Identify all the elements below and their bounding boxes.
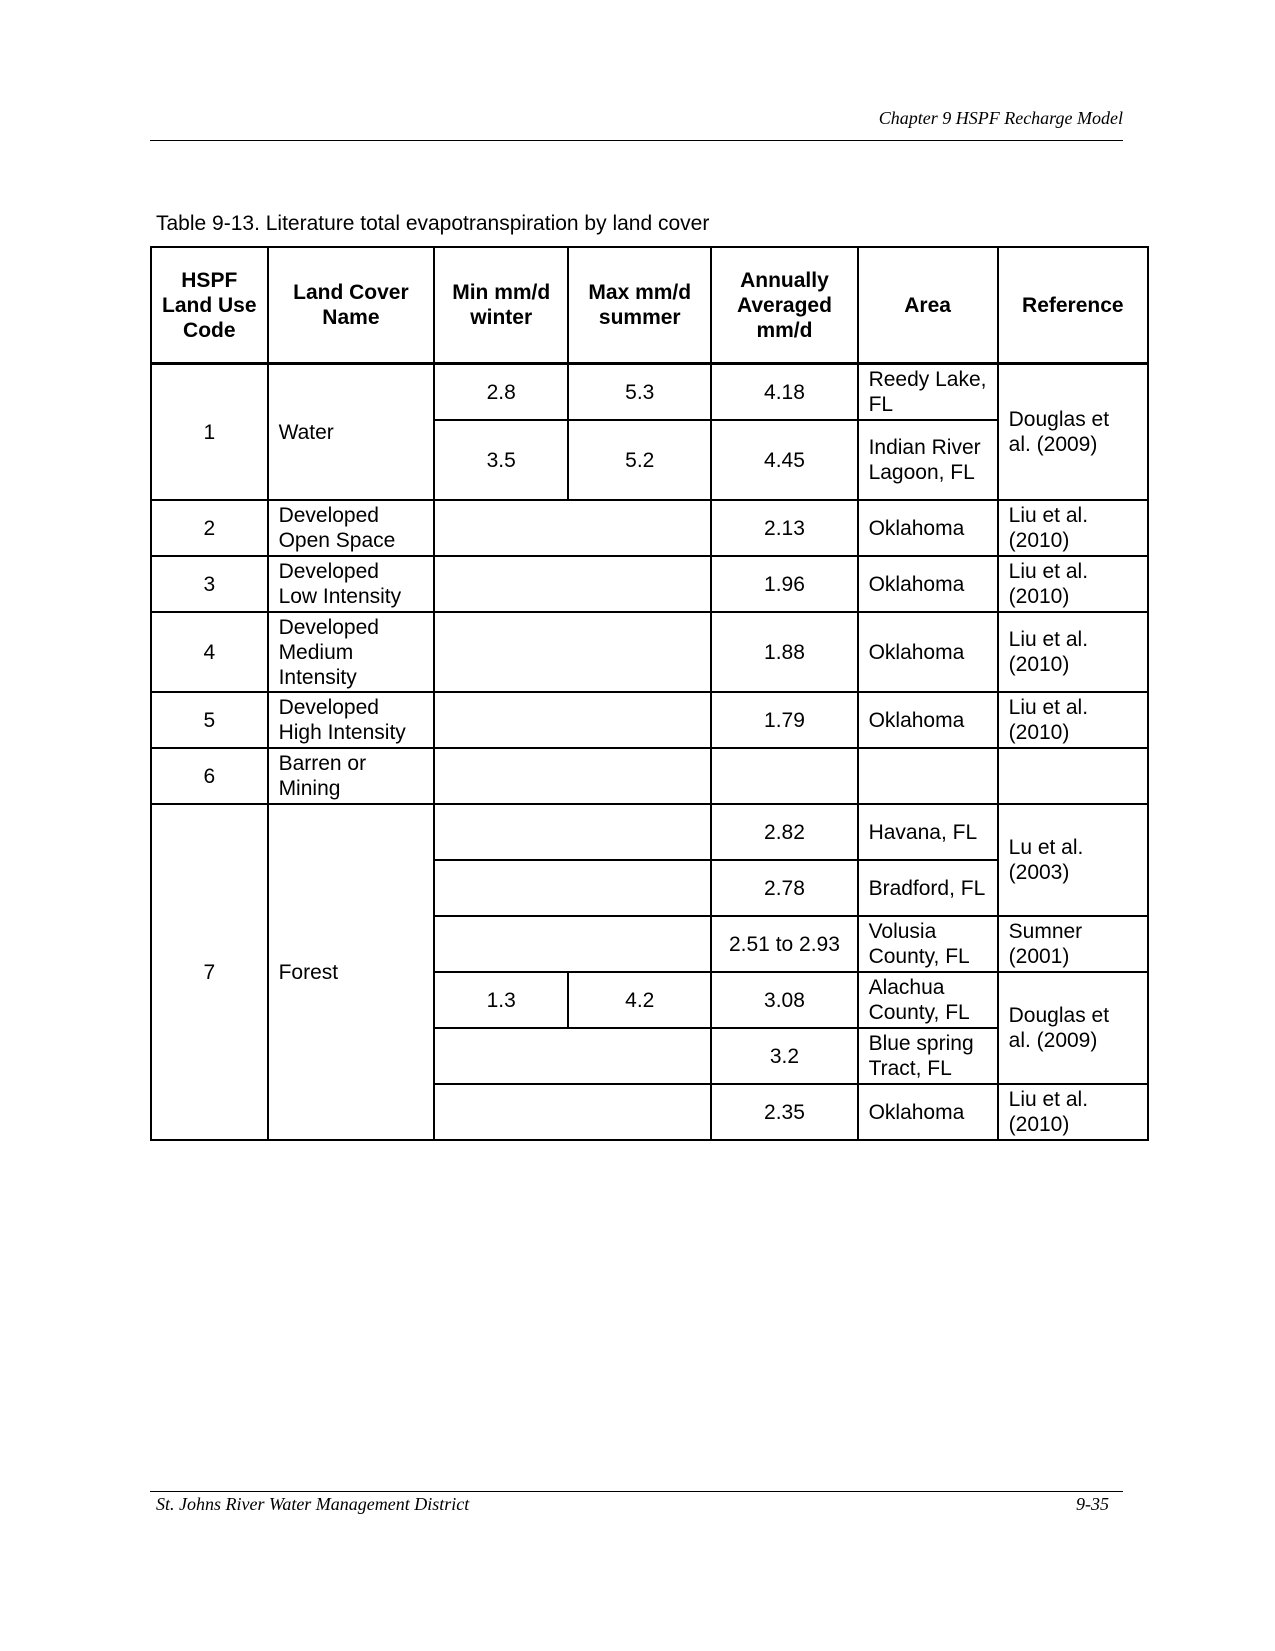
col-header-code: HSPF Land Use Code xyxy=(151,247,268,364)
empty-cell xyxy=(998,748,1148,804)
reference-cell: Sumner (2001) xyxy=(998,916,1148,972)
code-cell: 4 xyxy=(151,612,268,692)
col-header-reference: Reference xyxy=(998,247,1148,364)
table-row xyxy=(151,612,1148,692)
empty-cell xyxy=(434,860,711,916)
avg-cell: 2.13 xyxy=(711,500,857,556)
code-cell: 6 xyxy=(151,748,268,804)
reference-cell: Liu et al. (2010) xyxy=(998,612,1148,692)
code-cell: 3 xyxy=(151,556,268,612)
area-cell: Blue spring Tract, FL xyxy=(858,1028,998,1084)
table-row xyxy=(151,500,1148,556)
empty-cell xyxy=(858,748,998,804)
table-row xyxy=(151,804,1148,860)
col-header-max: Max mm/d summer xyxy=(568,247,711,364)
code-cell: 1 xyxy=(151,364,268,501)
empty-cell xyxy=(434,500,711,556)
area-cell: Volusia County, FL xyxy=(858,916,998,972)
max-cell: 5.2 xyxy=(568,420,711,500)
code-cell: 7 xyxy=(151,804,268,1140)
area-cell: Oklahoma xyxy=(858,500,998,556)
table-row xyxy=(151,556,1148,612)
avg-cell: 1.96 xyxy=(711,556,857,612)
page-number: 9-35 xyxy=(1076,1494,1109,1514)
reference-cell: Liu et al. (2010) xyxy=(998,1084,1148,1140)
reference-cell: Lu et al. (2003) xyxy=(998,804,1148,916)
page-header xyxy=(150,104,1123,141)
col-header-name: Land Cover Name xyxy=(268,247,435,364)
avg-cell: 1.79 xyxy=(711,692,857,748)
min-cell: 3.5 xyxy=(434,420,568,500)
code-cell: 2 xyxy=(151,500,268,556)
min-cell: 1.3 xyxy=(434,972,568,1028)
empty-cell xyxy=(434,612,711,692)
chapter-title: Chapter 9 HSPF Recharge Model xyxy=(878,108,1123,128)
table-row xyxy=(151,692,1148,748)
avg-cell: 1.88 xyxy=(711,612,857,692)
table-row xyxy=(151,748,1148,804)
reference-cell: Douglas et al. (2009) xyxy=(998,364,1148,501)
area-cell: Indian River Lagoon, FL xyxy=(858,420,998,500)
empty-cell xyxy=(434,692,711,748)
footer-organization: St. Johns River Water Management District xyxy=(156,1494,470,1514)
area-cell: Bradford, FL xyxy=(858,860,998,916)
name-cell: Barren or Mining xyxy=(268,748,435,804)
name-cell: Developed Low Intensity xyxy=(268,556,435,612)
area-cell: Oklahoma xyxy=(858,692,998,748)
name-cell: Developed High Intensity xyxy=(268,692,435,748)
avg-cell: 2.82 xyxy=(711,804,857,860)
avg-cell: 3.08 xyxy=(711,972,857,1028)
table-row xyxy=(151,364,1148,421)
min-cell: 2.8 xyxy=(434,364,568,421)
reference-cell: Douglas et al. (2009) xyxy=(998,972,1148,1084)
header-row xyxy=(151,247,1148,364)
table-caption: Table 9-13. Literature total evapotranspiration by land cover xyxy=(156,212,710,235)
empty-cell xyxy=(434,916,711,972)
area-cell: Reedy Lake, FL xyxy=(858,364,998,421)
empty-cell xyxy=(434,804,711,860)
avg-cell: 4.18 xyxy=(711,364,857,421)
area-cell: Oklahoma xyxy=(858,556,998,612)
empty-cell xyxy=(711,748,857,804)
area-cell: Havana, FL xyxy=(858,804,998,860)
area-cell: Oklahoma xyxy=(858,612,998,692)
avg-cell: 3.2 xyxy=(711,1028,857,1084)
avg-cell: 4.45 xyxy=(711,420,857,500)
col-header-avg: Annually Averaged mm/d xyxy=(711,247,857,364)
area-cell: Alachua County, FL xyxy=(858,972,998,1028)
page-footer xyxy=(150,1491,1123,1514)
avg-cell: 2.78 xyxy=(711,860,857,916)
code-cell: 5 xyxy=(151,692,268,748)
empty-cell xyxy=(434,1028,711,1084)
reference-cell: Liu et al. (2010) xyxy=(998,692,1148,748)
reference-cell: Liu et al. (2010) xyxy=(998,500,1148,556)
name-cell: Forest xyxy=(268,804,435,1140)
max-cell: 5.3 xyxy=(568,364,711,421)
empty-cell xyxy=(434,556,711,612)
max-cell: 4.2 xyxy=(568,972,711,1028)
empty-cell xyxy=(434,1084,711,1140)
empty-cell xyxy=(434,748,711,804)
name-cell: Water xyxy=(268,364,435,501)
area-cell: Oklahoma xyxy=(858,1084,998,1140)
avg-cell: 2.35 xyxy=(711,1084,857,1140)
reference-cell: Liu et al. (2010) xyxy=(998,556,1148,612)
col-header-area: Area xyxy=(858,247,998,364)
evapotranspiration-table xyxy=(150,246,1149,1141)
name-cell: Developed Open Space xyxy=(268,500,435,556)
avg-cell: 2.51 to 2.93 xyxy=(711,916,857,972)
col-header-min: Min mm/d winter xyxy=(434,247,568,364)
name-cell: Developed Medium Intensity xyxy=(268,612,435,692)
